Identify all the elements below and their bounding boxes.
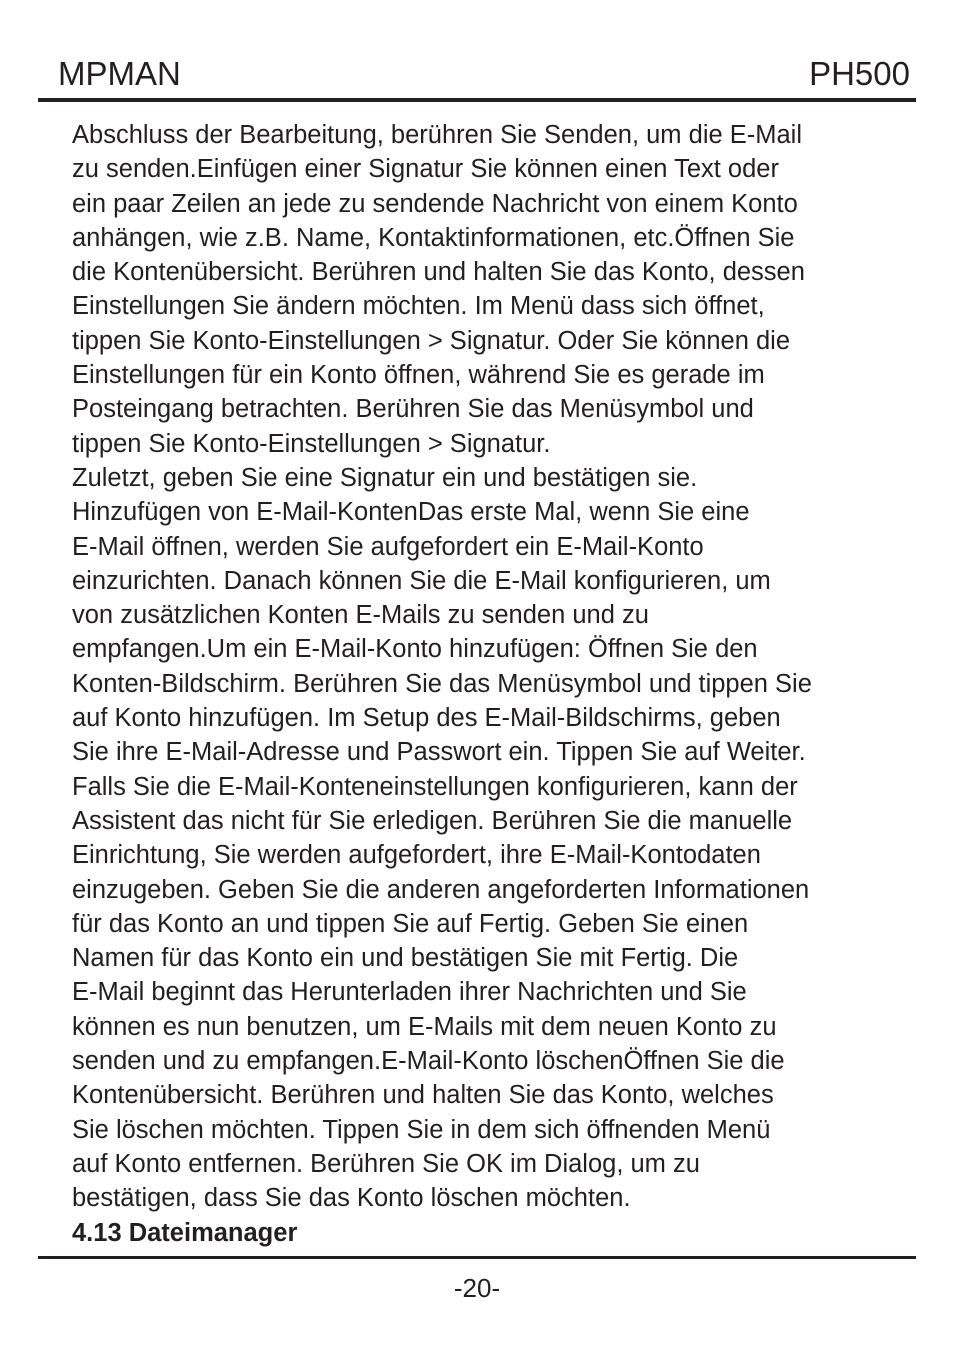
body-line: Hinzufügen von E-Mail-KontenDas erste Mal, wenn Sie eine [72,498,750,527]
body-line: Sie löschen möchten. Tippen Sie in dem sich öffnenden Menü [72,1115,771,1144]
body-line: können es nun benutzen, um E-Mails mit dem neuen Konto zu [72,1012,777,1041]
body-text [72,118,902,1250]
body-line: tippen Sie Konto-Einstellungen > Signatur. [72,429,551,458]
body-line: Posteingang betrachten. Berühren Sie das Menüsymbol und [72,395,754,424]
header-divider [38,98,916,102]
body-line: ein paar Zeilen an jede zu sendende Nachricht von einem Konto [72,189,798,218]
body-line: Konten-Bildschirm. Berühren Sie das Menüsymbol und tippen Sie [72,669,812,698]
body-line: Einrichtung, Sie werden aufgefordert, ihre E-Mail-Kontodaten [72,841,761,870]
page-number: -20- [453,1273,501,1303]
body-line: zu senden.Einfügen einer Signatur Sie können einen Text oder [72,155,779,184]
body-line: einzurichten. Danach können Sie die E-Mail konfigurieren, um [72,566,771,595]
body-line: Einstellungen für ein Konto öffnen, während Sie es gerade im [72,361,765,390]
body-line: Einstellungen Sie ändern möchten. Im Menü dass sich öffnet, [72,292,765,321]
body-line: Falls Sie die E-Mail-Konteneinstellungen konfigurieren, kann der [72,772,798,801]
section-heading: 4.13 Dateimanager [72,1218,298,1247]
body-line: die Kontenübersicht. Berühren und halten Sie das Konto, dessen [72,258,805,287]
body-line: E-Mail öffnen, werden Sie aufgefordert ein E-Mail-Konto [72,532,704,561]
body-line: Sie ihre E-Mail-Adresse und Passwort ein. Tippen Sie auf Weiter. [72,738,806,767]
body-line: Namen für das Konto ein und bestätigen Sie mit Fertig. Die [72,944,739,973]
header-model: PH500 [809,55,910,92]
body-line: anhängen, wie z.B. Name, Kontaktinformationen, etc.Öffnen Sie [72,223,795,252]
footer-divider [38,1256,916,1259]
body-line: einzugeben. Geben Sie die anderen angeforderten Informationen [72,875,810,904]
body-line: Kontenübersicht. Berühren und halten Sie das Konto, welches [72,1081,774,1110]
body-line: Zuletzt, geben Sie eine Signatur ein und bestätigen sie. [72,463,698,492]
body-line: tippen Sie Konto-Einstellungen > Signatur. Oder Sie können die [72,326,791,355]
body-line: senden und zu empfangen.E-Mail-Konto löschenÖffnen Sie die [72,1047,785,1076]
body-line: E-Mail beginnt das Herunterladen ihrer Nachrichten und Sie [72,978,747,1007]
body-line: auf Konto hinzufügen. Im Setup des E-Mail-Bildschirms, geben [72,704,781,733]
body-line: Abschluss der Bearbeitung, berühren Sie Senden, um die E-Mail [72,121,802,149]
header-brand: MPMAN [58,55,181,92]
body-line: von zusätzlichen Konten E-Mails zu senden und zu [72,601,649,630]
body-line: Assistent das nicht für Sie erledigen. Berühren Sie die manuelle [72,806,793,835]
body-line: bestätigen, dass Sie das Konto löschen möchten. [72,1184,631,1213]
body-line: für das Konto an und tippen Sie auf Fertig. Geben Sie einen [72,909,749,938]
body-line: auf Konto entfernen. Berühren Sie OK im Dialog, um zu [72,1149,700,1178]
body-line: empfangen.Um ein E-Mail-Konto hinzufügen: Öffnen Sie den [72,635,758,664]
